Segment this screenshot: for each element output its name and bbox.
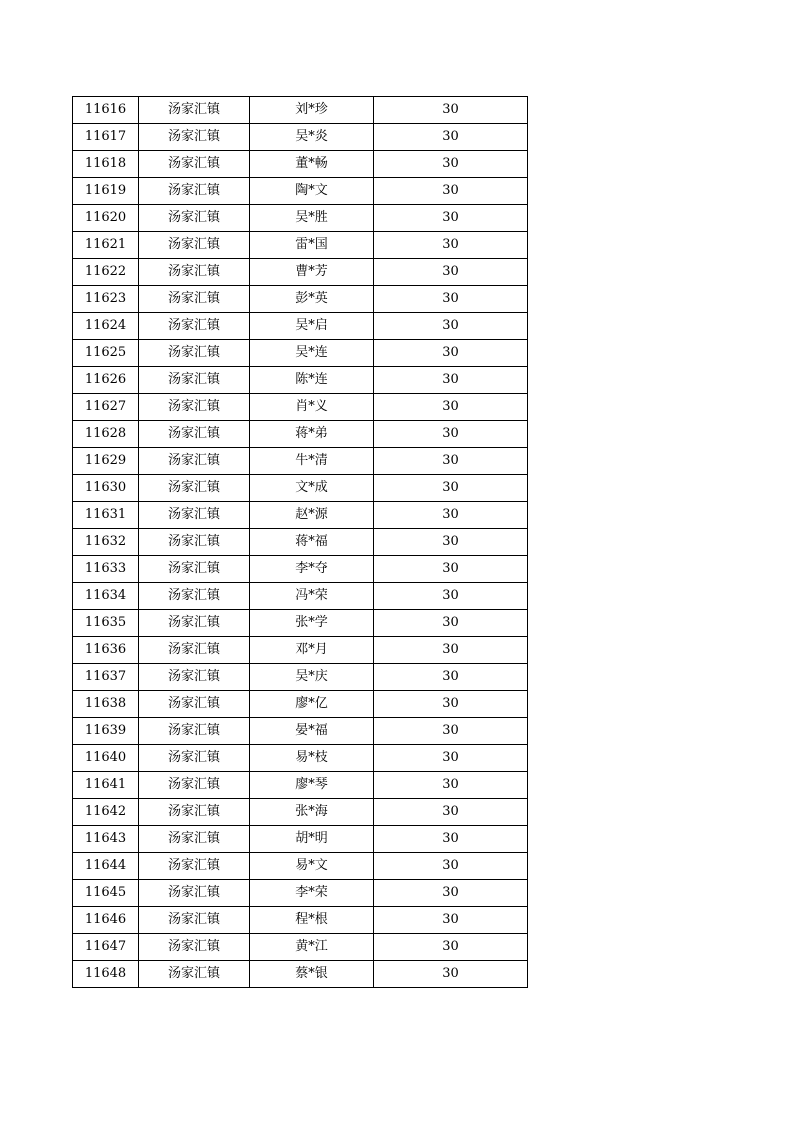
cell-name: 吴*胜: [250, 205, 374, 232]
cell-id: 11623: [73, 286, 139, 313]
cell-name: 董*畅: [250, 151, 374, 178]
cell-name: 邓*月: [250, 637, 374, 664]
cell-id: 11639: [73, 718, 139, 745]
cell-id: 11643: [73, 826, 139, 853]
cell-amount: 30: [374, 475, 528, 502]
cell-town: 汤家汇镇: [139, 313, 250, 340]
cell-amount: 30: [374, 259, 528, 286]
cell-name: 陈*连: [250, 367, 374, 394]
cell-id: 11642: [73, 799, 139, 826]
cell-id: 11648: [73, 961, 139, 988]
cell-id: 11622: [73, 259, 139, 286]
cell-amount: 30: [374, 556, 528, 583]
table-row: [73, 232, 528, 259]
cell-town: 汤家汇镇: [139, 421, 250, 448]
cell-name: 吴*连: [250, 340, 374, 367]
table-row: [73, 394, 528, 421]
cell-name: 肖*义: [250, 394, 374, 421]
table-row: [73, 880, 528, 907]
cell-town: 汤家汇镇: [139, 961, 250, 988]
cell-id: 11630: [73, 475, 139, 502]
table-row: [73, 664, 528, 691]
cell-amount: 30: [374, 610, 528, 637]
cell-town: 汤家汇镇: [139, 556, 250, 583]
table-row: [73, 448, 528, 475]
cell-amount: 30: [374, 880, 528, 907]
cell-name: 吴*庆: [250, 664, 374, 691]
cell-id: 11646: [73, 907, 139, 934]
table-row: [73, 583, 528, 610]
table-row: [73, 745, 528, 772]
cell-amount: 30: [374, 205, 528, 232]
table-row: [73, 259, 528, 286]
cell-id: 11616: [73, 97, 139, 124]
table-row: [73, 907, 528, 934]
cell-town: 汤家汇镇: [139, 637, 250, 664]
table-row: [73, 691, 528, 718]
cell-amount: 30: [374, 772, 528, 799]
cell-name: 晏*福: [250, 718, 374, 745]
table-row: [73, 340, 528, 367]
cell-town: 汤家汇镇: [139, 448, 250, 475]
cell-name: 蒋*福: [250, 529, 374, 556]
cell-town: 汤家汇镇: [139, 259, 250, 286]
cell-name: 蒋*弟: [250, 421, 374, 448]
table-row: [73, 718, 528, 745]
table-row: [73, 961, 528, 988]
cell-name: 张*海: [250, 799, 374, 826]
cell-amount: 30: [374, 799, 528, 826]
cell-name: 张*学: [250, 610, 374, 637]
cell-id: 11620: [73, 205, 139, 232]
cell-amount: 30: [374, 286, 528, 313]
cell-town: 汤家汇镇: [139, 502, 250, 529]
cell-amount: 30: [374, 637, 528, 664]
cell-amount: 30: [374, 97, 528, 124]
cell-name: 赵*源: [250, 502, 374, 529]
cell-amount: 30: [374, 367, 528, 394]
cell-name: 李*荣: [250, 880, 374, 907]
cell-town: 汤家汇镇: [139, 367, 250, 394]
table-row: [73, 205, 528, 232]
cell-amount: 30: [374, 394, 528, 421]
cell-amount: 30: [374, 907, 528, 934]
cell-name: 雷*国: [250, 232, 374, 259]
table-row: [73, 97, 528, 124]
cell-name: 吴*炎: [250, 124, 374, 151]
cell-town: 汤家汇镇: [139, 124, 250, 151]
cell-amount: 30: [374, 826, 528, 853]
cell-id: 11645: [73, 880, 139, 907]
roster-table: [72, 96, 528, 988]
cell-town: 汤家汇镇: [139, 232, 250, 259]
cell-town: 汤家汇镇: [139, 718, 250, 745]
cell-name: 彭*英: [250, 286, 374, 313]
table-row: [73, 367, 528, 394]
cell-amount: 30: [374, 178, 528, 205]
cell-id: 11647: [73, 934, 139, 961]
cell-town: 汤家汇镇: [139, 286, 250, 313]
cell-name: 胡*明: [250, 826, 374, 853]
cell-amount: 30: [374, 745, 528, 772]
cell-id: 11632: [73, 529, 139, 556]
cell-name: 李*夺: [250, 556, 374, 583]
cell-id: 11637: [73, 664, 139, 691]
table-row: [73, 799, 528, 826]
cell-amount: 30: [374, 313, 528, 340]
cell-town: 汤家汇镇: [139, 826, 250, 853]
cell-name: 易*文: [250, 853, 374, 880]
cell-name: 文*成: [250, 475, 374, 502]
table-row: [73, 502, 528, 529]
cell-id: 11625: [73, 340, 139, 367]
cell-name: 吴*启: [250, 313, 374, 340]
cell-town: 汤家汇镇: [139, 691, 250, 718]
cell-name: 冯*荣: [250, 583, 374, 610]
cell-name: 牛*清: [250, 448, 374, 475]
table-row: [73, 772, 528, 799]
cell-town: 汤家汇镇: [139, 97, 250, 124]
table-row: [73, 637, 528, 664]
cell-id: 11636: [73, 637, 139, 664]
cell-id: 11629: [73, 448, 139, 475]
table-row: [73, 475, 528, 502]
cell-town: 汤家汇镇: [139, 880, 250, 907]
cell-id: 11638: [73, 691, 139, 718]
cell-town: 汤家汇镇: [139, 853, 250, 880]
table-row: [73, 286, 528, 313]
cell-amount: 30: [374, 718, 528, 745]
cell-id: 11644: [73, 853, 139, 880]
cell-town: 汤家汇镇: [139, 799, 250, 826]
cell-name: 程*根: [250, 907, 374, 934]
cell-id: 11633: [73, 556, 139, 583]
cell-town: 汤家汇镇: [139, 664, 250, 691]
cell-id: 11626: [73, 367, 139, 394]
cell-amount: 30: [374, 421, 528, 448]
table-row: [73, 853, 528, 880]
table-row: [73, 313, 528, 340]
cell-town: 汤家汇镇: [139, 205, 250, 232]
table-row: [73, 124, 528, 151]
cell-name: 曹*芳: [250, 259, 374, 286]
cell-name: 易*枝: [250, 745, 374, 772]
cell-id: 11628: [73, 421, 139, 448]
cell-id: 11619: [73, 178, 139, 205]
cell-id: 11627: [73, 394, 139, 421]
cell-id: 11634: [73, 583, 139, 610]
table-row: [73, 178, 528, 205]
cell-amount: 30: [374, 961, 528, 988]
cell-town: 汤家汇镇: [139, 583, 250, 610]
cell-town: 汤家汇镇: [139, 610, 250, 637]
cell-town: 汤家汇镇: [139, 934, 250, 961]
cell-town: 汤家汇镇: [139, 475, 250, 502]
cell-id: 11624: [73, 313, 139, 340]
cell-town: 汤家汇镇: [139, 529, 250, 556]
cell-id: 11640: [73, 745, 139, 772]
table-row: [73, 934, 528, 961]
cell-amount: 30: [374, 124, 528, 151]
table-row: [73, 151, 528, 178]
table-row: [73, 826, 528, 853]
cell-amount: 30: [374, 151, 528, 178]
cell-id: 11618: [73, 151, 139, 178]
cell-name: 蔡*银: [250, 961, 374, 988]
table-row: [73, 421, 528, 448]
table-row: [73, 610, 528, 637]
cell-amount: 30: [374, 691, 528, 718]
cell-amount: 30: [374, 853, 528, 880]
cell-amount: 30: [374, 583, 528, 610]
cell-name: 廖*亿: [250, 691, 374, 718]
cell-name: 刘*珍: [250, 97, 374, 124]
cell-amount: 30: [374, 529, 528, 556]
cell-town: 汤家汇镇: [139, 772, 250, 799]
cell-amount: 30: [374, 934, 528, 961]
cell-id: 11621: [73, 232, 139, 259]
table-row: [73, 556, 528, 583]
cell-town: 汤家汇镇: [139, 340, 250, 367]
cell-amount: 30: [374, 232, 528, 259]
table-row: [73, 529, 528, 556]
cell-town: 汤家汇镇: [139, 907, 250, 934]
cell-amount: 30: [374, 502, 528, 529]
cell-town: 汤家汇镇: [139, 178, 250, 205]
cell-amount: 30: [374, 340, 528, 367]
cell-id: 11617: [73, 124, 139, 151]
cell-id: 11631: [73, 502, 139, 529]
cell-town: 汤家汇镇: [139, 394, 250, 421]
cell-id: 11641: [73, 772, 139, 799]
cell-town: 汤家汇镇: [139, 151, 250, 178]
cell-id: 11635: [73, 610, 139, 637]
cell-town: 汤家汇镇: [139, 745, 250, 772]
cell-name: 黄*江: [250, 934, 374, 961]
cell-name: 廖*琴: [250, 772, 374, 799]
cell-amount: 30: [374, 664, 528, 691]
cell-name: 陶*文: [250, 178, 374, 205]
roster-table-body: [73, 97, 528, 988]
cell-amount: 30: [374, 448, 528, 475]
